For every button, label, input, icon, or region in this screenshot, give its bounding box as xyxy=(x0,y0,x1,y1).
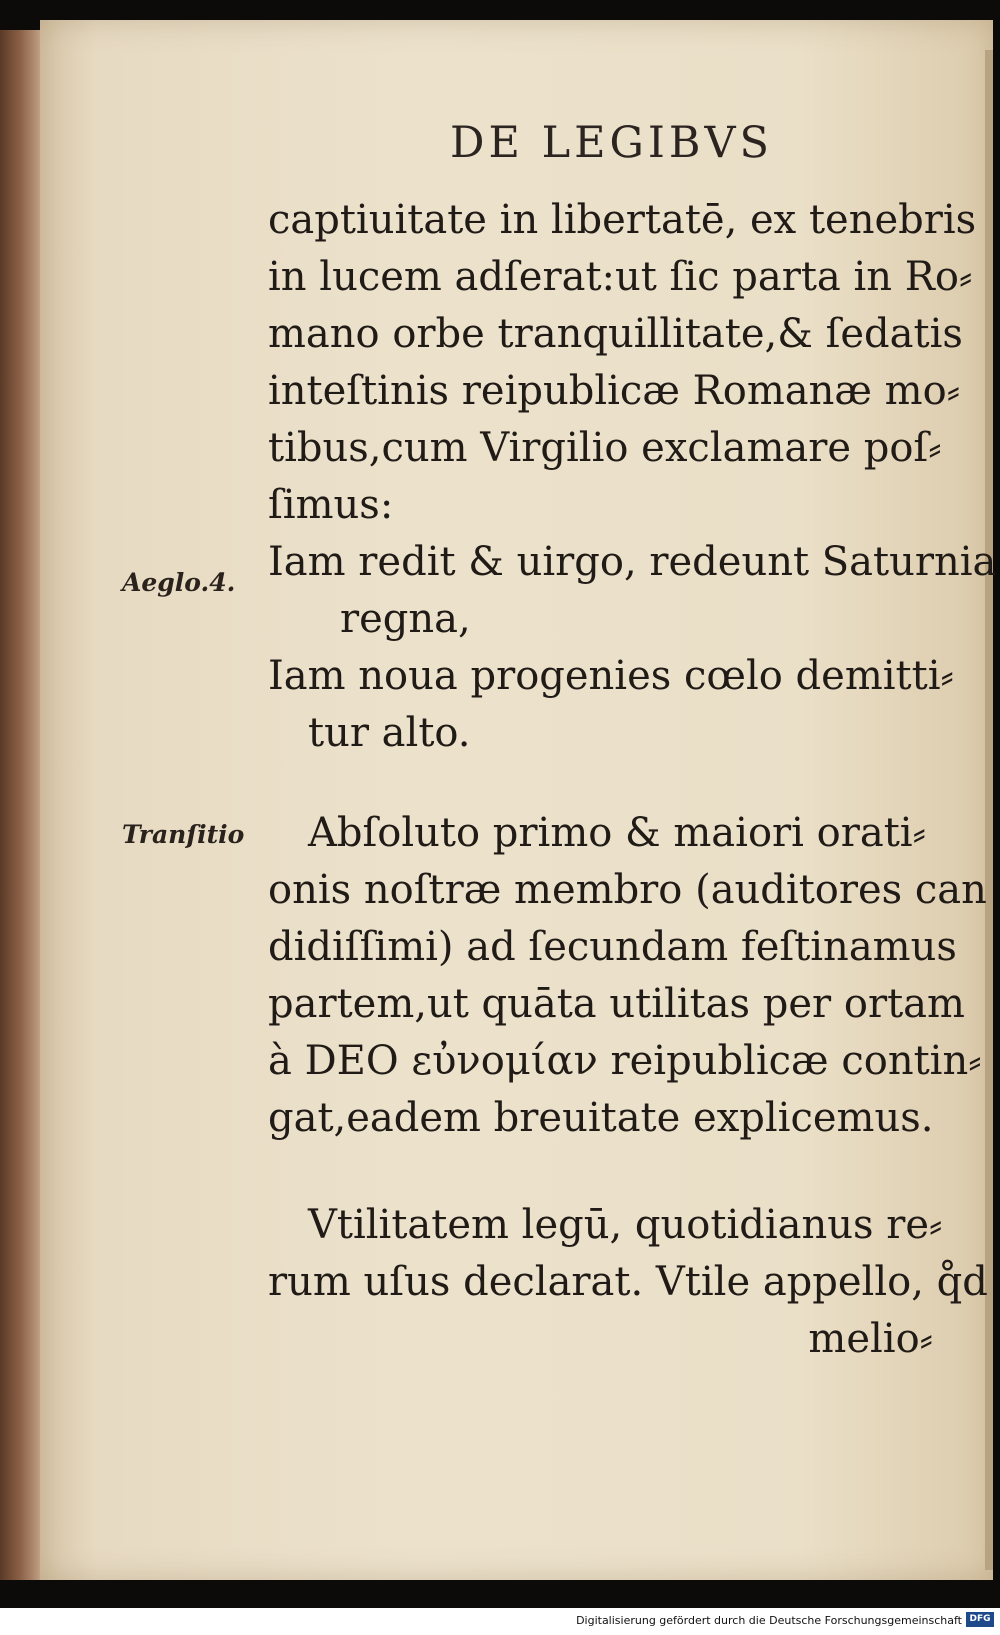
book-page xyxy=(40,20,997,1580)
text-line: mano orbe tranquillitate,& ſedatis xyxy=(268,311,963,357)
footer-credit: Digitalisierung gefördert durch die Deutsche Forschungsgemeinschaft xyxy=(576,1614,962,1627)
marginal-note: Tranſitio xyxy=(122,820,245,849)
catchword: melio⸗ xyxy=(808,1316,933,1362)
paragraph-first-line: Vtilitatem legū, quotidianus re⸗ xyxy=(308,1202,943,1248)
text-line: partem,ut quāta utilitas per ortam xyxy=(268,981,965,1027)
text-line: captiuitate in libertatē, ex tenebris xyxy=(268,197,977,243)
text-line: ſimus: xyxy=(268,482,394,528)
verse-line: regna, xyxy=(340,596,471,642)
text-line: in lucem adſerat:ut ſic parta in Ro⸗ xyxy=(268,254,973,300)
verse-line: Iam noua progenies cœlo demitti⸗ xyxy=(268,653,954,699)
text-line: rum uſus declarat. Vtile appello, q̊d xyxy=(268,1259,988,1305)
book-spine xyxy=(0,30,44,1580)
text-line: onis noſtræ membro (auditores can xyxy=(268,867,987,913)
text-line: à DEO εὐνομίαν reipublicæ contin⸗ xyxy=(268,1038,982,1084)
running-title: DE LEGIBVS xyxy=(450,118,773,168)
page-edge xyxy=(985,50,993,1570)
text-line: inteſtinis reipublicæ Romanæ mo⸗ xyxy=(268,368,961,414)
verse-line: tur alto. xyxy=(308,710,471,756)
text-line: gat,eadem breuitate explicemus. xyxy=(268,1095,934,1141)
marginal-note: Aeglo.4. xyxy=(122,568,236,597)
paragraph-first-line: Abſoluto primo & maiori orati⸗ xyxy=(308,810,926,856)
text-line: didiſſimi) ad ſecundam feſtinamus xyxy=(268,924,957,970)
verse-line: Iam redit & uirgo, redeunt Saturnia xyxy=(268,539,997,585)
dfg-logo: DFG xyxy=(966,1612,994,1627)
text-line: tibus,cum Virgilio exclamare poſ⸗ xyxy=(268,425,942,471)
